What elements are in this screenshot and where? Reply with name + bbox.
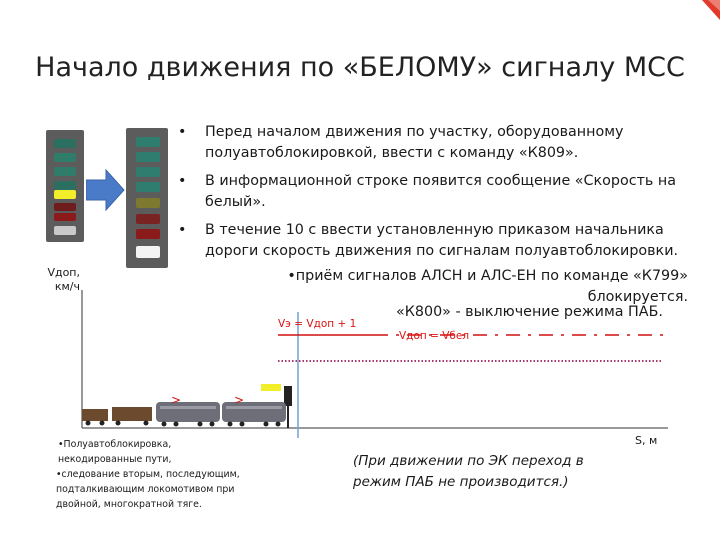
bullet-item: • В течение 10 с ввести установленную приказом начальника дороги скорость движения по сигналам полуавтоблокировки. (178, 222, 679, 259)
ve-label: Vэ = Vдоп + 1 (278, 318, 357, 330)
vdop-label: Vдоп = Vбел (399, 330, 470, 342)
note-text: (При движении по ЭК переход в режим ПАБ не производится.) (353, 453, 584, 490)
train-mark: > (171, 393, 182, 407)
bullet-text: Перед началом движения по участку, оборудованному полуавтоблокировкой, ввести с команду «К809». (205, 124, 624, 161)
bullet-item: • В информационной строке появится сообщение «Скорость на белый». (178, 173, 676, 210)
x-axis-label: S, м (635, 434, 658, 447)
legend-notes (56, 437, 246, 512)
train-mark: > (234, 393, 245, 407)
legend-item: •следование вторым, последующим, подталкивающим локомотивом при двойной, многократной тяге. (56, 469, 240, 510)
train-icon (82, 402, 286, 427)
bullet-k800: «К800» - выключение режима ПАБ. (396, 304, 663, 320)
bullet-item: • Перед началом движения по участку, оборудованному полуавтоблокировкой, ввести с команду «К809». (178, 124, 624, 161)
bullet-text: В информационной строке появится сообщение «Скорость на белый». (205, 173, 676, 210)
bullet-k799: •приём сигналов АЛСН и АЛС-ЕН по команде «К799» блокируется. (287, 268, 688, 305)
legend-item: •Полуавтоблокировка, некодированные пути, (58, 439, 172, 465)
slide-title: Начало движения по «БЕЛОМУ» сигналу МСС (35, 52, 685, 83)
bullet-text: В течение 10 с ввести установленную приказом начальника дороги скорость движения по сигналам полуавтоблокировки. (205, 222, 679, 259)
y-axis-label: Vдоп, км/ч (47, 266, 80, 293)
